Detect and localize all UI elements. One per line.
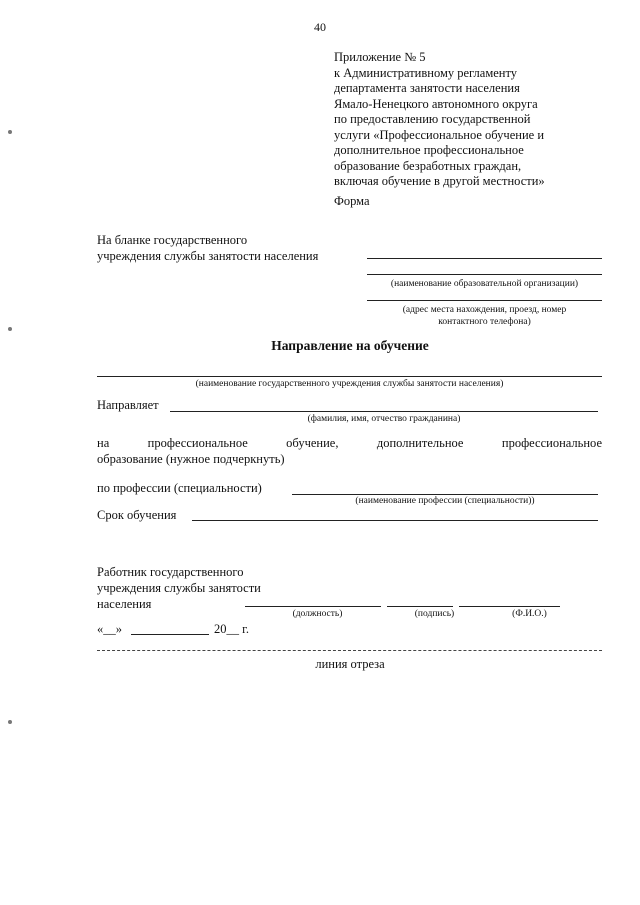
document-title: Направление на обучение: [271, 338, 429, 353]
signature-caption: (подпись): [414, 609, 455, 619]
month-field-line[interactable]: [131, 634, 209, 635]
appendix-line: дополнительное профессиональное: [334, 143, 524, 157]
letterhead-note: [97, 232, 367, 264]
letterhead-line: На бланке государственного: [97, 233, 248, 247]
binder-mark: [8, 720, 12, 724]
training-type-line: на профессиональное обучение, дополнительное профессиональное: [97, 436, 602, 450]
worker-block: [97, 564, 261, 612]
term-label: Срок обучения: [97, 508, 177, 522]
caption-line: контактного телефона): [438, 317, 531, 327]
binder-mark: [8, 327, 12, 331]
position-caption: (должность): [292, 609, 343, 619]
letterhead-line: учреждения службы занятости населения: [97, 249, 319, 263]
appendix-line: по предоставлению государственной: [334, 112, 531, 126]
binder-mark: [8, 130, 12, 134]
year-suffix: г.: [239, 622, 249, 636]
appendix-line: Ямало-Ненецкого автономного округа: [334, 96, 538, 111]
cut-line-label: линия отреза: [315, 657, 385, 671]
training-type-line-2: образование (нужное подчеркнуть): [97, 452, 285, 466]
term-field-line[interactable]: [192, 520, 598, 521]
appendix-line: Приложение № 5: [334, 50, 426, 64]
appendix-line: образование безработных граждан,: [334, 158, 522, 173]
page-number: 40: [314, 20, 326, 34]
org-name-field-line[interactable]: [367, 274, 602, 275]
org-name-field-line[interactable]: [367, 258, 602, 259]
appendix-line: услуги «Профессиональное обучение и: [334, 127, 545, 142]
year-field: [214, 622, 249, 637]
date-quote: «: [97, 622, 104, 636]
form-label: Форма: [334, 194, 370, 208]
year-prefix: 20: [214, 622, 227, 636]
position-field-line[interactable]: [245, 606, 381, 607]
year-blank[interactable]: __: [226, 622, 239, 636]
address-field-line[interactable]: [367, 300, 602, 301]
institution-caption: (наименование государственного учреждения службы занятости населения): [195, 379, 504, 389]
appendix-line: к Административному регламенту: [334, 65, 518, 80]
day-blank[interactable]: __: [103, 622, 116, 636]
appendix-header: [334, 50, 634, 190]
fio-caption: (Ф.И.О.): [512, 609, 547, 619]
citizen-field-line[interactable]: [170, 411, 598, 412]
citizen-caption: (фамилия, имя, отчество гражданина): [307, 414, 461, 424]
cut-line: [97, 650, 602, 651]
signature-field-line[interactable]: [387, 606, 453, 607]
directs-label: Направляет: [97, 398, 159, 412]
caption-line: (адрес места нахождения, проезд, номер: [402, 305, 567, 315]
date-quote: »: [115, 622, 122, 636]
institution-field-line[interactable]: [97, 376, 602, 377]
org-name-caption: (наименование образовательной организации): [390, 279, 579, 289]
worker-line: учреждения службы занятости: [97, 581, 261, 595]
fio-field-line[interactable]: [459, 606, 560, 607]
worker-line: Работник государственного: [97, 565, 244, 579]
profession-label: по профессии (специальности): [97, 481, 262, 495]
date-line: [97, 622, 122, 637]
profession-caption: (наименование профессии (специальности)): [355, 496, 535, 506]
address-caption: [367, 304, 602, 328]
worker-line: населения: [97, 597, 152, 611]
appendix-line: включая обучение в другой местности»: [334, 174, 545, 188]
appendix-line: департамента занятости населения: [334, 81, 520, 95]
